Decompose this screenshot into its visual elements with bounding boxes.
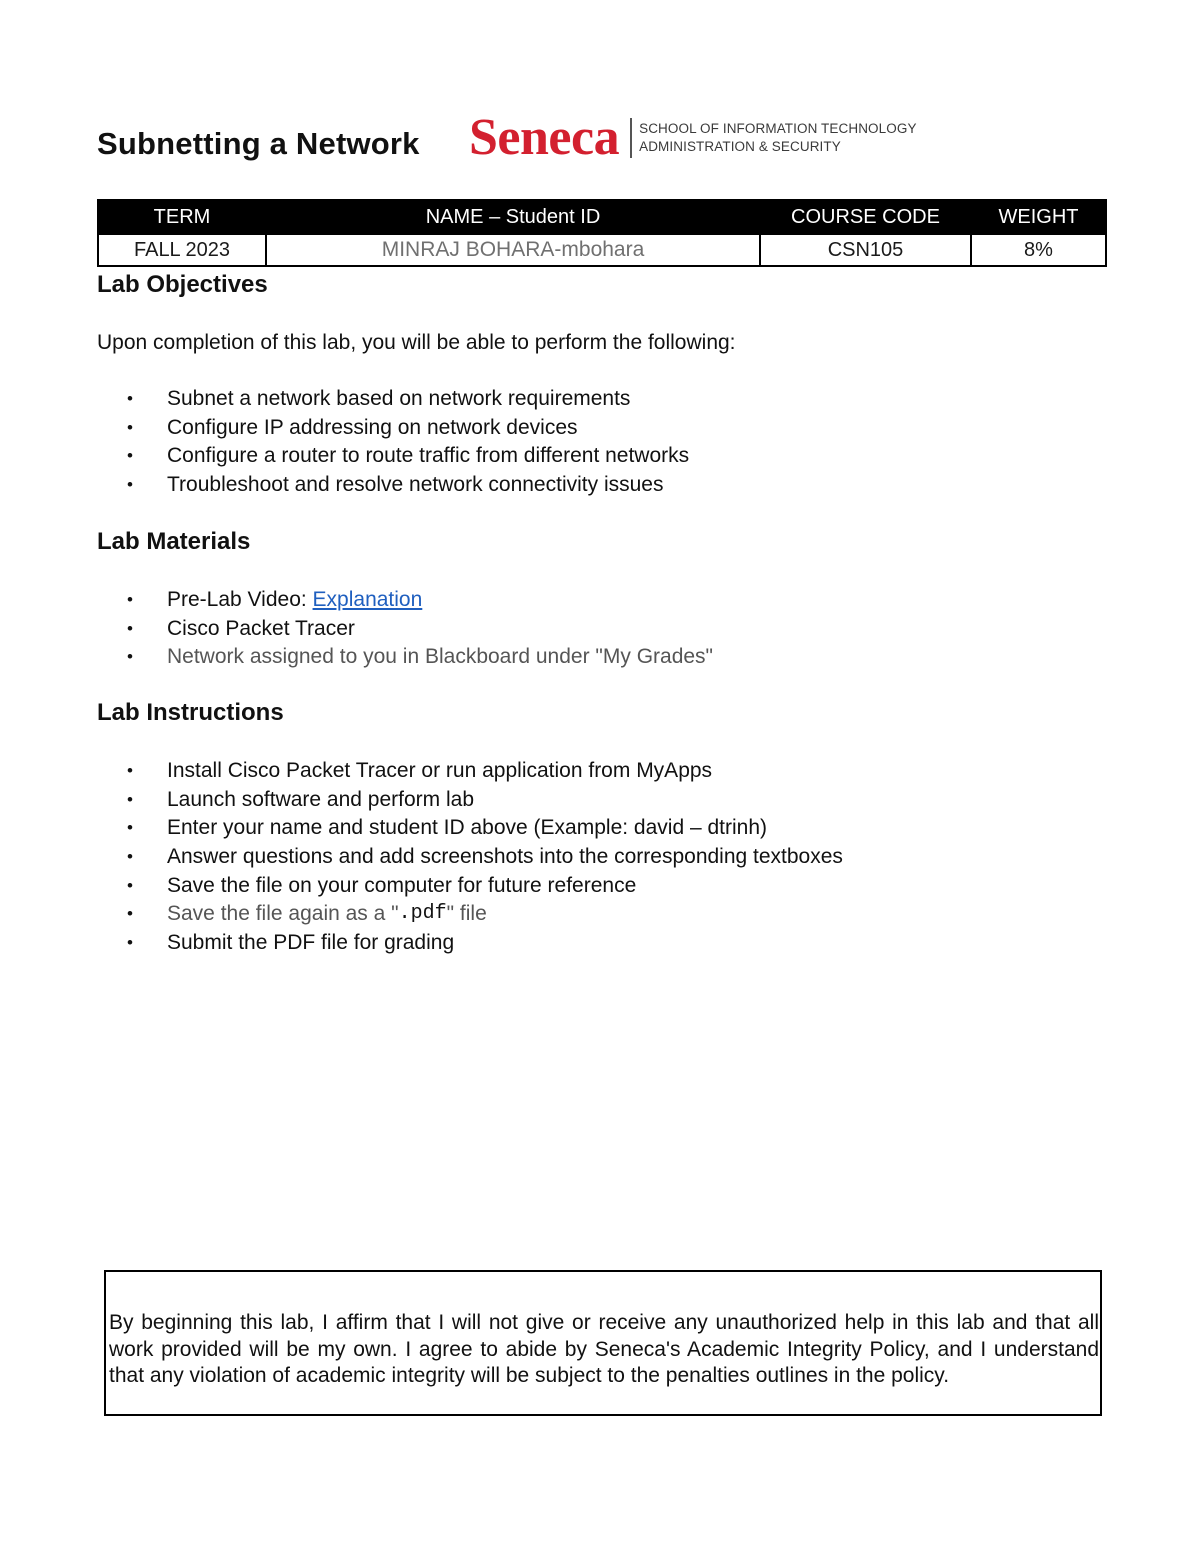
course-code-value: CSN105 <box>760 234 971 266</box>
prelab-label: Pre-Lab Video: <box>167 588 313 611</box>
seneca-logo <box>469 110 917 166</box>
logo-wordmark: Seneca <box>469 109 620 166</box>
list-item <box>127 757 843 786</box>
term-header: TERM <box>98 200 266 234</box>
list-item-text: Launch software and perform lab <box>167 787 475 811</box>
list-item <box>127 385 689 414</box>
list-item <box>127 929 843 958</box>
objectives-heading: Lab Objectives <box>97 271 268 298</box>
list-item-text: Configure a router to route traffic from different networks <box>167 444 690 468</box>
affirmation-text: By beginning this lab, I affirm that I will not give or receive any unauthorized help in this lab and that all work provided will be my own. I agree to abide by Seneca's Academic Integrity Policy, and I understand that any violation of academic integrity will be subject to the penalties outlines in the policy. <box>109 1311 1099 1387</box>
logo-school-line-2: ADMINISTRATION & SECURITY <box>639 139 841 154</box>
save-pdf-after: " file <box>446 902 487 926</box>
list-item <box>127 786 843 815</box>
list-item <box>127 471 689 500</box>
bullet-icon: • <box>127 590 133 609</box>
bullet-icon: • <box>127 618 133 638</box>
bullet-icon: • <box>127 875 133 895</box>
bullet-icon: • <box>127 789 133 809</box>
objectives-list <box>127 385 689 500</box>
list-item-text: Cisco Packet Tracer <box>167 616 355 640</box>
list-item <box>127 814 843 843</box>
list-item-text: Configure IP addressing on network devices <box>167 415 578 439</box>
objectives-intro: Upon completion of this lab, you will be able to perform the following: <box>97 331 736 354</box>
bullet-icon: • <box>127 446 133 466</box>
list-item-text: Save the file on your computer for future reference <box>167 873 637 897</box>
pdf-extension-code: .pdf <box>398 902 447 926</box>
bullet-icon: • <box>127 933 133 953</box>
list-item <box>127 586 713 615</box>
name-value: MINRAJ BOHARA-mbohara <box>266 234 760 266</box>
logo-school-name <box>639 120 916 156</box>
logo-divider <box>630 118 632 158</box>
instructions-heading: Lab Instructions <box>97 699 284 726</box>
bullet-icon: • <box>127 761 133 780</box>
list-item-text: Network assigned to you in Blackboard under "My Grades" <box>167 645 714 669</box>
bullet-icon: • <box>127 475 133 495</box>
bullet-icon: • <box>127 647 133 667</box>
explanation-link[interactable]: Explanation <box>312 588 423 611</box>
logo-school-line-1: SCHOOL OF INFORMATION TECHNOLOGY <box>639 121 917 136</box>
bullet-icon: • <box>127 904 133 924</box>
list-item-text: Subnet a network based on network requirements <box>167 387 631 410</box>
list-item <box>127 900 843 929</box>
page-title: Subnetting a Network <box>97 126 420 161</box>
bullet-icon: • <box>127 417 133 437</box>
materials-list <box>127 586 713 672</box>
materials-heading: Lab Materials <box>97 528 251 555</box>
bullet-icon: • <box>127 389 133 408</box>
info-table-header-row <box>98 200 1106 234</box>
list-item-text: Install Cisco Packet Tracer or run application from MyApps <box>167 759 713 782</box>
list-item <box>127 414 689 443</box>
academic-integrity-box <box>104 1270 1102 1416</box>
weight-header: WEIGHT <box>971 200 1106 234</box>
list-item <box>127 442 689 471</box>
list-item-text: Submit the PDF file for grading <box>167 931 455 955</box>
name-header: NAME – Student ID <box>266 200 760 234</box>
weight-value: 8% <box>971 234 1106 266</box>
info-table <box>97 199 1107 267</box>
save-pdf-before: Save the file again as a " <box>167 902 399 926</box>
list-item <box>127 615 713 644</box>
list-item <box>127 843 843 872</box>
info-table-value-row <box>98 234 1106 266</box>
list-item-text: Troubleshoot and resolve network connectivity issues <box>167 473 664 497</box>
list-item-text: Enter your name and student ID above (Example: david – dtrinh) <box>167 816 767 840</box>
term-value: FALL 2023 <box>98 234 266 266</box>
list-item <box>127 872 843 901</box>
bullet-icon: • <box>127 818 133 838</box>
bullet-icon: • <box>127 847 133 867</box>
instructions-list <box>127 757 843 958</box>
course-code-header: COURSE CODE <box>760 200 971 234</box>
list-item-text: Answer questions and add screenshots into the corresponding textboxes <box>167 845 843 869</box>
list-item <box>127 643 713 672</box>
